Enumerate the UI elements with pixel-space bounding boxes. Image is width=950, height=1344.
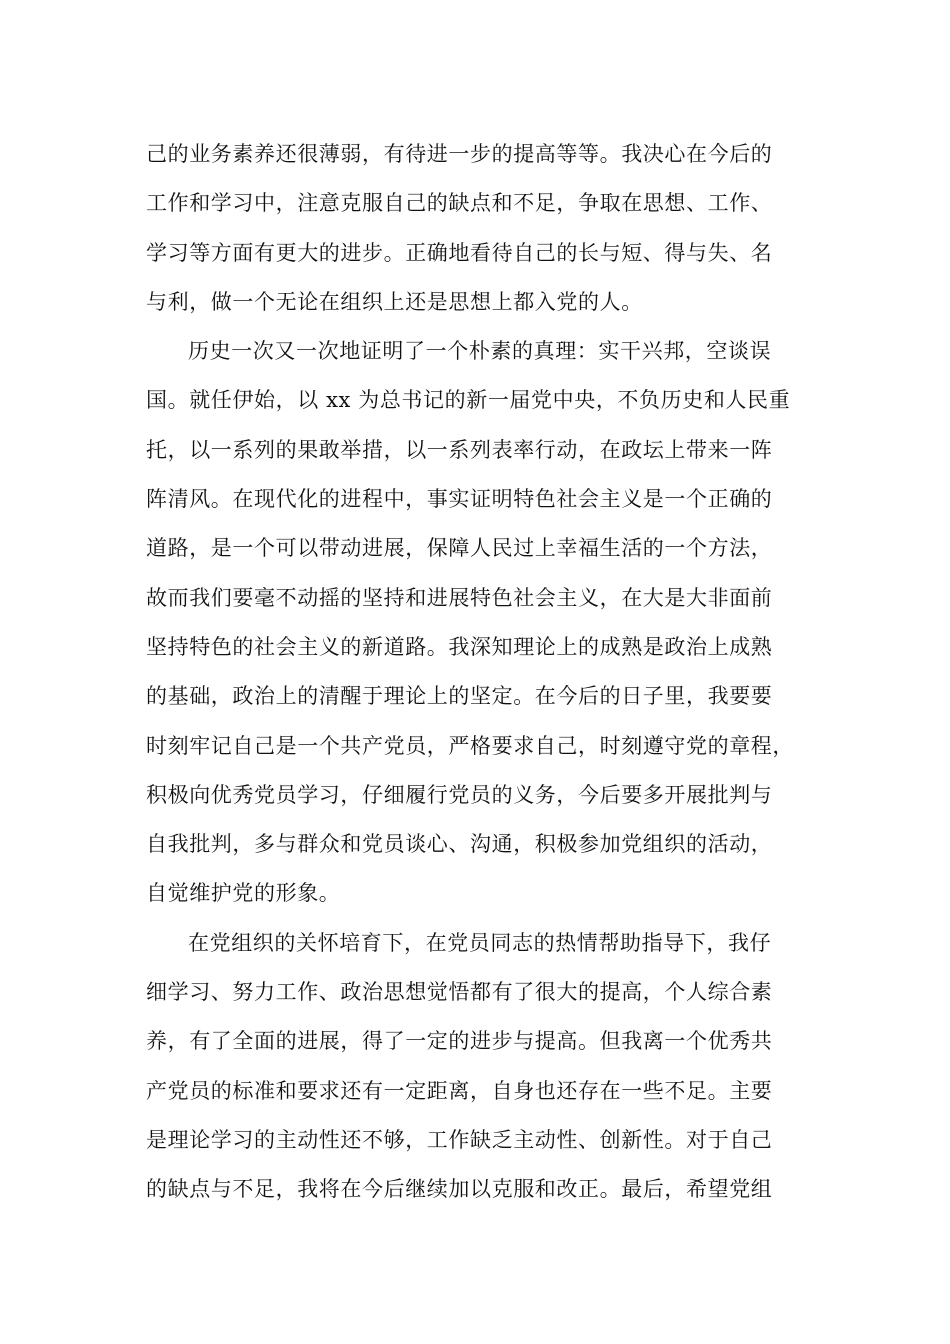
text-line: 学习等方面有更大的进步。正确地看待自己的长与短、得与失、名 bbox=[146, 240, 773, 265]
paragraph-2 bbox=[146, 327, 826, 919]
text-line: 道路，是一个可以带动进展，保障人民过上幸福生活的一个方法， bbox=[146, 536, 773, 561]
text-line: 养，有了全面的进展，得了一定的进步与提高。但我离一个优秀共 bbox=[146, 1029, 773, 1054]
paragraph-1 bbox=[146, 130, 826, 327]
text-line: 坚持特色的社会主义的新道路。我深知理论上的成熟是政治上成熟 bbox=[146, 634, 773, 659]
text-line: 的缺点与不足，我将在今后继续加以克服和改正。最后，希望党组 bbox=[146, 1177, 773, 1202]
text-line: 托，以一系列的果敢举措，以一系列表率行动，在政坛上带来一阵 bbox=[146, 437, 773, 462]
document-body bbox=[146, 130, 826, 1215]
text-line: 与利，做一个无论在组织上还是思想上都入党的人。 bbox=[146, 289, 643, 314]
text-line: 自觉维护党的形象。 bbox=[146, 881, 341, 906]
text-line: 自我批判，多与群众和党员谈心、沟通，积极参加党组织的活动， bbox=[146, 832, 773, 857]
text-line: 阵清风。在现代化的进程中，事实证明特色社会主义是一个正确的 bbox=[146, 487, 773, 512]
paragraph-3 bbox=[146, 919, 826, 1215]
text-line: 的基础，政治上的清醒于理论上的坚定。在今后的日子里，我要要 bbox=[146, 684, 773, 709]
text-line: 积极向优秀党员学习，仔细履行党员的义务，今后要多开展批判与 bbox=[146, 782, 773, 807]
text-line: 时刻牢记自己是一个共产党员，严格要求自己，时刻遵守党的章程， bbox=[146, 733, 794, 758]
text-line: 工作和学习中，注意克服自己的缺点和不足，争取在思想、工作、 bbox=[146, 191, 773, 216]
text-line: 己的业务素养还很薄弱，有待进一步的提高等等。我决心在今后的 bbox=[146, 142, 773, 166]
text-line: 故而我们要毫不动摇的坚持和进展特色社会主义，在大是大非面前 bbox=[146, 585, 773, 610]
text-line: 是理论学习的主动性还不够，工作缺乏主动性、创新性。对于自己 bbox=[146, 1127, 773, 1152]
text-line: 细学习、努力工作、政治思想觉悟都有了很大的提高，个人综合素 bbox=[146, 980, 773, 1005]
text-line: 在党组织的关怀培育下，在党员同志的热情帮助指导下，我仔 bbox=[188, 930, 772, 955]
text-line: 产党员的标准和要求还有一定距离，自身也还存在一些不足。主要 bbox=[146, 1078, 773, 1103]
text-line: 历史一次又一次地证明了一个朴素的真理：实干兴邦，空谈误 bbox=[188, 339, 772, 364]
text-line: 国。就任伊始，以 xx 为总书记的新一届党中央，不负历史和人民重 bbox=[146, 388, 791, 413]
